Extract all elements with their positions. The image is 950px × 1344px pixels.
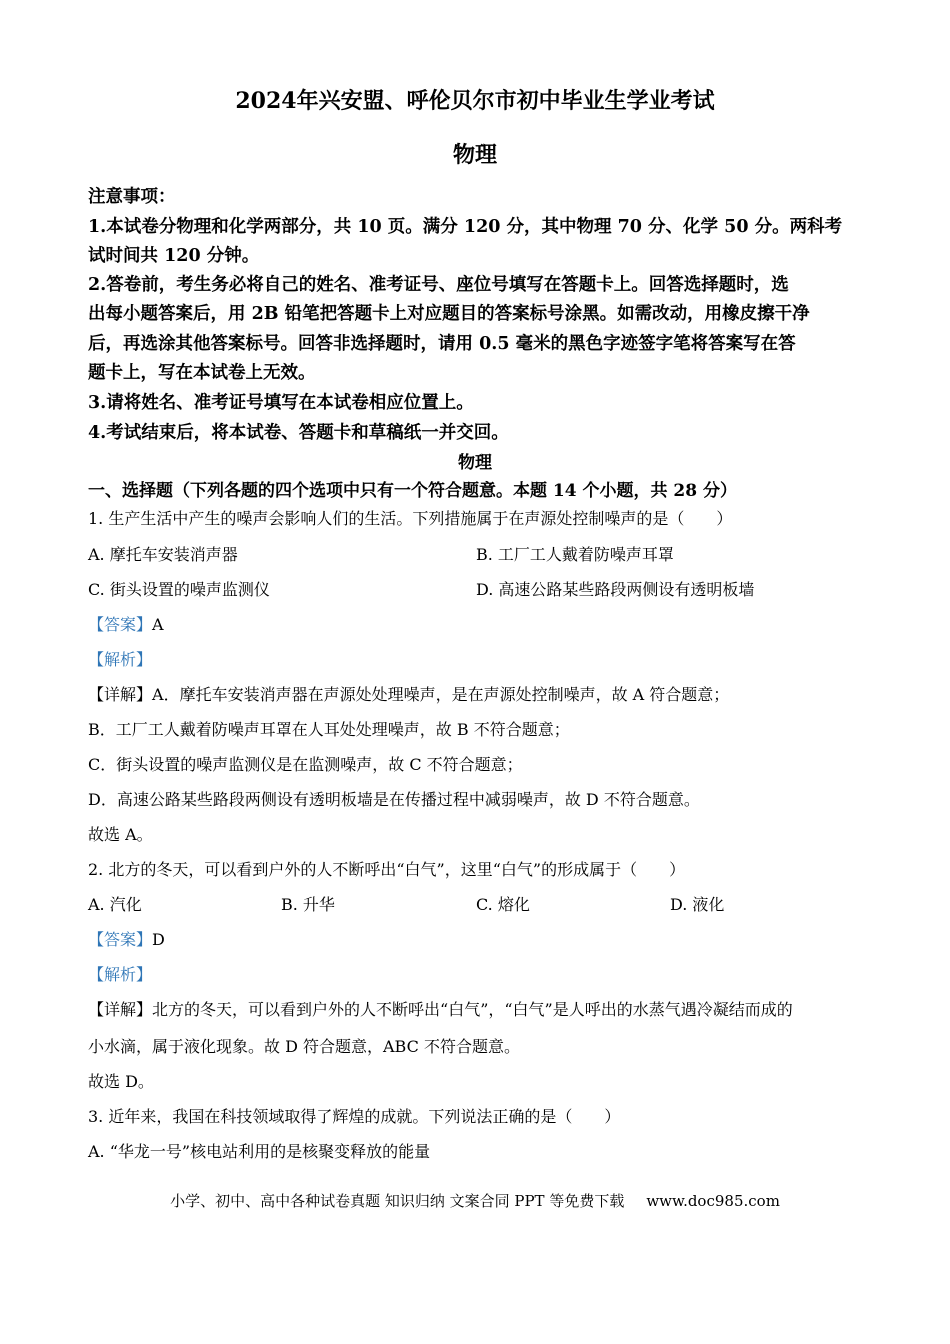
q2-detail-text-1: 北方的冬天，可以看到户外的人不断呼出“白气”，“白气”是人呼出的水蒸气遇冷凝结而成的 (152, 1000, 793, 1019)
q1-answer-value: A (152, 615, 164, 634)
q1-conclusion: 故选 A。 (88, 825, 153, 844)
q1-option-c: C. 街头设置的噪声监测仪 (88, 580, 270, 599)
q2-answer (88, 929, 165, 951)
q2-answer-label: 【答案】 (88, 930, 153, 949)
notice-line-2: 试时间共 120 分钟。 (88, 246, 260, 266)
q2-conclusion: 故选 D。 (88, 1072, 154, 1091)
q1-detail-3: C．街头设置的噪声监测仪是在监测噪声，故 C 不符合题意； (88, 755, 523, 774)
q1-analysis-label: 【解析】 (88, 650, 153, 669)
q1-detail-label: 【详解】 (88, 685, 153, 704)
footer-site-link[interactable]: www.doc985.com (646, 1192, 780, 1210)
exam-title: 2024年兴安盟、呼伦贝尔市初中毕业生学业考试 (235, 88, 715, 114)
q1-stem: 1. 生产生活中产生的噪声会影响人们的生活。下列措施属于在声源处控制噪声的是（ ） (88, 509, 733, 528)
footer-text: 小学、初中、高中各种试卷真题 知识归纳 文案合同 PPT 等免费下载 (170, 1192, 625, 1210)
q1-detail-1 (88, 684, 729, 706)
q3-stem: 3. 近年来，我国在科技领域取得了辉煌的成就。下列说法正确的是（ ） (88, 1107, 621, 1126)
notice-line-4: 出每小题答案后，用 2B 铅笔把答题卡上对应题目的答案标号涂黑。如需改动，用橡皮擦干净 (88, 304, 810, 324)
q2-option-a: A. 汽化 (88, 895, 142, 914)
q1-detail-text-1: A．摩托车安装消声器在声源处处理噪声，是在声源处控制噪声，故 A 符合题意； (152, 685, 730, 704)
q1-option-a: A. 摩托车安装消声器 (88, 545, 238, 564)
q2-detail-label: 【详解】 (88, 1000, 153, 1019)
section-subject: 物理 (458, 453, 492, 473)
q1-answer (88, 614, 164, 636)
q1-option-d: D. 高速公路某些路段两侧设有透明板墙 (476, 580, 755, 599)
page-footer (0, 1190, 950, 1212)
q2-analysis-label: 【解析】 (88, 965, 153, 984)
notice-line-6: 题卡上，写在本试卷上无效。 (88, 363, 316, 383)
q2-option-d: D. 液化 (670, 895, 725, 914)
q1-detail-4: D．高速公路某些路段两侧设有透明板墙是在传播过程中减弱噪声，故 D 不符合题意。 (88, 790, 700, 809)
q2-detail-2: 小水滴，属于液化现象。故 D 符合题意，ABC 不符合题意。 (88, 1037, 520, 1056)
q1-detail-2: B．工厂工人戴着防噪声耳罩在人耳处处理噪声，故 B 不符合题意； (88, 720, 570, 739)
notice-line-5: 后，再选涂其他答案标号。回答非选择题时，请用 0.5 毫米的黑色字迹签字笔将答案写在答 (88, 334, 796, 354)
q1-option-b: B. 工厂工人戴着防噪声耳罩 (476, 545, 674, 564)
notice-heading: 注意事项： (88, 187, 176, 207)
q3-option-a: A. “华龙一号”核电站利用的是核聚变释放的能量 (88, 1142, 431, 1161)
q2-option-b: B. 升华 (281, 895, 335, 914)
notice-line-1: 1.本试卷分物理和化学两部分，共 10 页。满分 120 分，其中物理 70 分、化学 50 分。两科考 (88, 217, 843, 237)
notice-line-8: 4.考试结束后，将本试卷、答题卡和草稿纸一并交回。 (88, 423, 509, 443)
notice-line-7: 3.请将姓名、准考证号填写在本试卷相应位置上。 (88, 393, 474, 413)
q2-answer-value: D (152, 930, 165, 949)
q2-detail-1 (88, 999, 793, 1021)
section-heading: 一、选择题（下列各题的四个选项中只有一个符合题意。本题 14 个小题，共 28 分） (88, 481, 737, 501)
subject-title: 物理 (452, 142, 497, 168)
notice-line-3: 2.答卷前，考生务必将自己的姓名、准考证号、座位号填写在答题卡上。回答选择题时，选 (88, 275, 789, 295)
q2-option-c: C. 熔化 (476, 895, 530, 914)
q2-stem: 2. 北方的冬天，可以看到户外的人不断呼出“白气”，这里“白气”的形成属于（ ） (88, 860, 686, 879)
q1-answer-label: 【答案】 (88, 615, 153, 634)
